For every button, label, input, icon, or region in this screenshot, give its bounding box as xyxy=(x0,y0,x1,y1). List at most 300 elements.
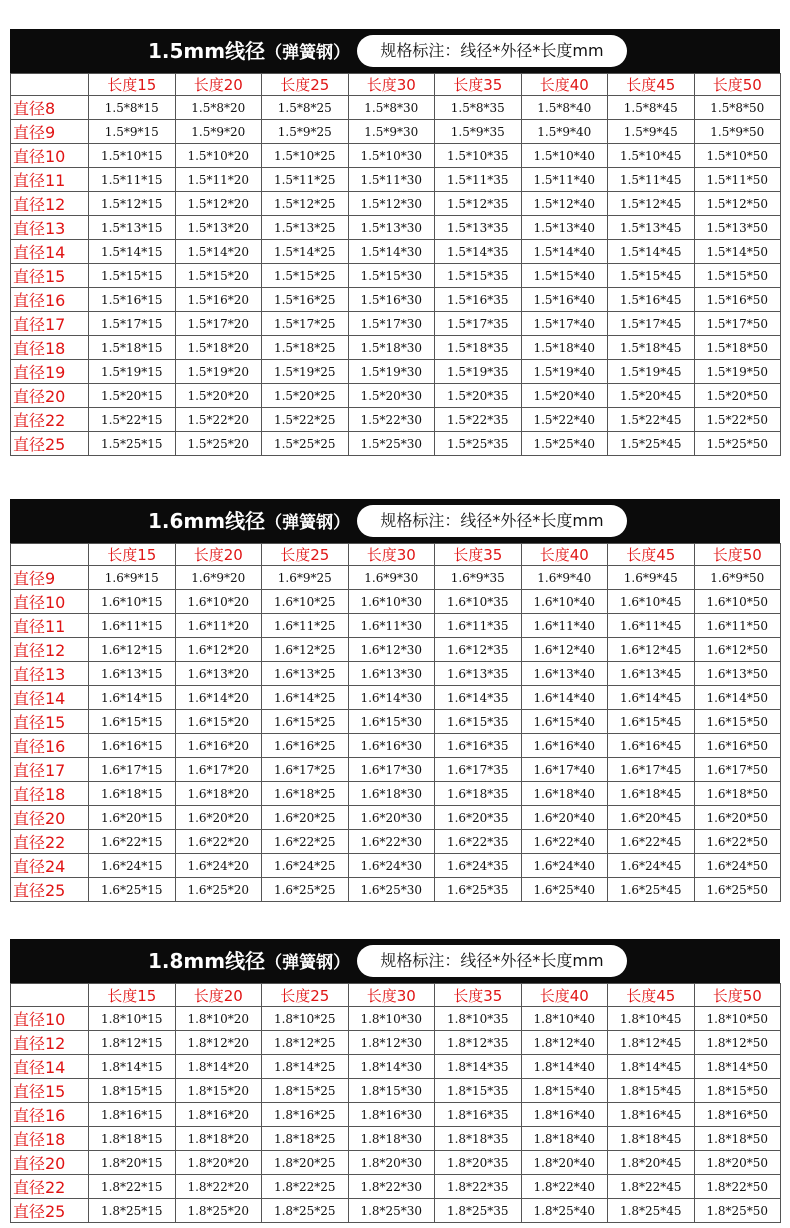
spec-cell: 1.6*15*45 xyxy=(608,710,695,734)
table-row xyxy=(11,614,781,638)
spec-cell: 1.6*11*15 xyxy=(89,614,176,638)
section-title xyxy=(148,29,350,73)
spec-cell: 1.8*15*20 xyxy=(175,1079,262,1103)
row-label: 直径12 xyxy=(11,638,89,662)
table-row xyxy=(11,662,781,686)
spec-cell: 1.8*18*40 xyxy=(521,1127,608,1151)
spec-cell: 1.6*17*45 xyxy=(608,758,695,782)
spec-cell: 1.8*14*35 xyxy=(435,1055,522,1079)
spec-cell: 1.5*18*15 xyxy=(89,336,176,360)
spec-cell: 1.5*14*15 xyxy=(89,240,176,264)
spec-cell: 1.5*13*20 xyxy=(175,216,262,240)
spec-cell: 1.5*16*40 xyxy=(521,288,608,312)
spec-cell: 1.6*13*45 xyxy=(608,662,695,686)
spec-cell: 1.6*22*15 xyxy=(89,830,176,854)
table-row xyxy=(11,336,781,360)
spec-cell: 1.8*10*30 xyxy=(348,1007,435,1031)
section-banner xyxy=(10,939,780,983)
spec-cell: 1.5*17*45 xyxy=(608,312,695,336)
spec-section-1-8mm xyxy=(10,939,780,1223)
spec-cell: 1.6*16*50 xyxy=(694,734,781,758)
spec-cell: 1.6*11*40 xyxy=(521,614,608,638)
spec-cell: 1.8*15*35 xyxy=(435,1079,522,1103)
table-row xyxy=(11,1151,781,1175)
row-label: 直径22 xyxy=(11,830,89,854)
table-row xyxy=(11,710,781,734)
spec-cell: 1.5*22*35 xyxy=(435,408,522,432)
spec-cell: 1.5*17*20 xyxy=(175,312,262,336)
material-label: （弹簧钢） xyxy=(265,513,351,533)
spec-cell: 1.6*9*15 xyxy=(89,566,176,590)
spec-cell: 1.5*12*25 xyxy=(262,192,349,216)
table-row xyxy=(11,144,781,168)
table-row xyxy=(11,384,781,408)
spec-cell: 1.6*18*30 xyxy=(348,782,435,806)
spec-cell: 1.6*17*35 xyxy=(435,758,522,782)
column-header: 长度35 xyxy=(435,544,522,566)
column-header: 长度30 xyxy=(348,74,435,96)
spec-cell: 1.8*15*30 xyxy=(348,1079,435,1103)
spec-cell: 1.6*22*20 xyxy=(175,830,262,854)
spec-cell: 1.5*19*35 xyxy=(435,360,522,384)
section-title xyxy=(148,499,350,543)
spec-cell: 1.8*18*20 xyxy=(175,1127,262,1151)
spec-cell: 1.5*13*30 xyxy=(348,216,435,240)
spec-cell: 1.8*15*45 xyxy=(608,1079,695,1103)
spec-cell: 1.6*24*45 xyxy=(608,854,695,878)
spec-cell: 1.5*8*25 xyxy=(262,96,349,120)
row-label: 直径14 xyxy=(11,686,89,710)
spec-cell: 1.5*11*20 xyxy=(175,168,262,192)
spec-cell: 1.5*9*50 xyxy=(694,120,781,144)
spec-cell: 1.6*13*50 xyxy=(694,662,781,686)
column-header: 长度50 xyxy=(694,544,781,566)
row-label: 直径16 xyxy=(11,1103,89,1127)
spec-cell: 1.5*17*40 xyxy=(521,312,608,336)
spec-cell: 1.8*12*30 xyxy=(348,1031,435,1055)
spec-cell: 1.5*8*40 xyxy=(521,96,608,120)
spec-cell: 1.6*14*40 xyxy=(521,686,608,710)
spec-cell: 1.6*13*15 xyxy=(89,662,176,686)
spec-cell: 1.6*9*20 xyxy=(175,566,262,590)
spec-cell: 1.5*14*45 xyxy=(608,240,695,264)
table-row xyxy=(11,1007,781,1031)
spec-cell: 1.6*24*30 xyxy=(348,854,435,878)
table-row xyxy=(11,806,781,830)
row-label: 直径8 xyxy=(11,96,89,120)
column-header: 长度35 xyxy=(435,74,522,96)
row-label: 直径19 xyxy=(11,360,89,384)
spec-note-pill: 规格标注：线径*外径*长度mm xyxy=(357,35,627,67)
spec-cell: 1.6*20*35 xyxy=(435,806,522,830)
spec-cell: 1.6*22*35 xyxy=(435,830,522,854)
spec-cell: 1.5*18*40 xyxy=(521,336,608,360)
spec-section-1-5mm xyxy=(10,29,780,456)
spec-cell: 1.6*20*30 xyxy=(348,806,435,830)
header-row xyxy=(11,74,781,96)
column-header: 长度45 xyxy=(608,984,695,1007)
spec-cell: 1.5*25*40 xyxy=(521,432,608,456)
spec-cell: 1.8*20*35 xyxy=(435,1151,522,1175)
spec-cell: 1.6*11*30 xyxy=(348,614,435,638)
column-header: 长度20 xyxy=(175,74,262,96)
spec-cell: 1.5*12*40 xyxy=(521,192,608,216)
spec-cell: 1.8*15*40 xyxy=(521,1079,608,1103)
spec-cell: 1.5*22*30 xyxy=(348,408,435,432)
row-label: 直径25 xyxy=(11,878,89,902)
spec-cell: 1.5*22*15 xyxy=(89,408,176,432)
table-row xyxy=(11,686,781,710)
spec-cell: 1.6*17*20 xyxy=(175,758,262,782)
spec-cell: 1.6*9*45 xyxy=(608,566,695,590)
row-label: 直径12 xyxy=(11,192,89,216)
spec-cell: 1.5*11*35 xyxy=(435,168,522,192)
spec-cell: 1.6*11*25 xyxy=(262,614,349,638)
spec-cell: 1.6*10*40 xyxy=(521,590,608,614)
spec-cell: 1.6*18*25 xyxy=(262,782,349,806)
spec-cell: 1.5*8*50 xyxy=(694,96,781,120)
table-row xyxy=(11,168,781,192)
spec-cell: 1.5*17*50 xyxy=(694,312,781,336)
spec-cell: 1.6*15*50 xyxy=(694,710,781,734)
spec-cell: 1.5*19*40 xyxy=(521,360,608,384)
row-label: 直径17 xyxy=(11,758,89,782)
spec-cell: 1.5*15*30 xyxy=(348,264,435,288)
spec-cell: 1.8*22*15 xyxy=(89,1175,176,1199)
column-header: 长度30 xyxy=(348,544,435,566)
spec-cell: 1.8*18*30 xyxy=(348,1127,435,1151)
spec-cell: 1.6*12*15 xyxy=(89,638,176,662)
spec-cell: 1.6*17*50 xyxy=(694,758,781,782)
spec-cell: 1.8*16*15 xyxy=(89,1103,176,1127)
table-row xyxy=(11,1103,781,1127)
column-header: 长度40 xyxy=(521,984,608,1007)
column-header: 长度45 xyxy=(608,544,695,566)
spec-cell: 1.6*9*30 xyxy=(348,566,435,590)
spec-cell: 1.6*25*15 xyxy=(89,878,176,902)
spec-cell: 1.8*20*50 xyxy=(694,1151,781,1175)
spec-cell: 1.5*8*15 xyxy=(89,96,176,120)
spec-cell: 1.5*10*15 xyxy=(89,144,176,168)
row-label: 直径15 xyxy=(11,710,89,734)
spec-cell: 1.6*18*45 xyxy=(608,782,695,806)
spec-cell: 1.8*22*35 xyxy=(435,1175,522,1199)
spec-cell: 1.6*24*50 xyxy=(694,854,781,878)
spec-cell: 1.5*18*25 xyxy=(262,336,349,360)
spec-cell: 1.6*15*20 xyxy=(175,710,262,734)
spec-cell: 1.5*13*50 xyxy=(694,216,781,240)
spec-cell: 1.5*8*20 xyxy=(175,96,262,120)
spec-cell: 1.6*15*30 xyxy=(348,710,435,734)
wire-diameter-title: 1.5mm线径 xyxy=(148,39,266,63)
spec-cell: 1.8*10*50 xyxy=(694,1007,781,1031)
spec-cell: 1.6*24*15 xyxy=(89,854,176,878)
spec-cell: 1.6*12*50 xyxy=(694,638,781,662)
spec-cell: 1.5*20*30 xyxy=(348,384,435,408)
spec-cell: 1.6*17*15 xyxy=(89,758,176,782)
spec-cell: 1.6*10*30 xyxy=(348,590,435,614)
spec-cell: 1.6*25*25 xyxy=(262,878,349,902)
column-header: 长度25 xyxy=(262,984,349,1007)
spec-note-pill: 规格标注：线径*外径*长度mm xyxy=(357,945,627,977)
spec-cell: 1.5*15*20 xyxy=(175,264,262,288)
spec-cell: 1.8*16*20 xyxy=(175,1103,262,1127)
spec-cell: 1.5*8*35 xyxy=(435,96,522,120)
spec-cell: 1.6*22*25 xyxy=(262,830,349,854)
spec-cell: 1.6*16*40 xyxy=(521,734,608,758)
spec-cell: 1.5*13*35 xyxy=(435,216,522,240)
row-label: 直径20 xyxy=(11,384,89,408)
spec-cell: 1.6*9*25 xyxy=(262,566,349,590)
table-row xyxy=(11,1079,781,1103)
spec-cell: 1.6*12*35 xyxy=(435,638,522,662)
row-label: 直径15 xyxy=(11,264,89,288)
spec-cell: 1.8*14*20 xyxy=(175,1055,262,1079)
spec-cell: 1.5*16*25 xyxy=(262,288,349,312)
spec-cell: 1.5*19*15 xyxy=(89,360,176,384)
spec-cell: 1.8*14*30 xyxy=(348,1055,435,1079)
spec-cell: 1.8*18*50 xyxy=(694,1127,781,1151)
spec-cell: 1.8*22*20 xyxy=(175,1175,262,1199)
table-row xyxy=(11,1175,781,1199)
spec-cell: 1.6*25*20 xyxy=(175,878,262,902)
spec-cell: 1.6*13*20 xyxy=(175,662,262,686)
spec-cell: 1.5*22*50 xyxy=(694,408,781,432)
spec-cell: 1.6*15*40 xyxy=(521,710,608,734)
spec-cell: 1.5*14*35 xyxy=(435,240,522,264)
spec-cell: 1.5*17*25 xyxy=(262,312,349,336)
row-label: 直径25 xyxy=(11,432,89,456)
spec-cell: 1.6*9*35 xyxy=(435,566,522,590)
spec-cell: 1.8*18*25 xyxy=(262,1127,349,1151)
table-row xyxy=(11,264,781,288)
spec-cell: 1.5*11*40 xyxy=(521,168,608,192)
column-header: 长度15 xyxy=(89,984,176,1007)
spec-cell: 1.6*24*35 xyxy=(435,854,522,878)
spec-cell: 1.5*13*25 xyxy=(262,216,349,240)
spec-cell: 1.5*18*20 xyxy=(175,336,262,360)
column-header: 长度40 xyxy=(521,544,608,566)
spec-cell: 1.6*22*30 xyxy=(348,830,435,854)
spec-cell: 1.5*11*25 xyxy=(262,168,349,192)
spec-cell: 1.5*22*25 xyxy=(262,408,349,432)
row-label: 直径18 xyxy=(11,1127,89,1151)
spec-cell: 1.5*19*25 xyxy=(262,360,349,384)
spec-cell: 1.5*17*35 xyxy=(435,312,522,336)
spec-cell: 1.8*12*40 xyxy=(521,1031,608,1055)
spec-cell: 1.5*20*50 xyxy=(694,384,781,408)
spec-cell: 1.5*16*15 xyxy=(89,288,176,312)
spec-cell: 1.6*9*40 xyxy=(521,566,608,590)
spec-cell: 1.6*14*30 xyxy=(348,686,435,710)
spec-cell: 1.6*20*15 xyxy=(89,806,176,830)
spec-cell: 1.5*13*40 xyxy=(521,216,608,240)
spec-cell: 1.5*20*15 xyxy=(89,384,176,408)
spec-cell: 1.6*24*40 xyxy=(521,854,608,878)
spec-cell: 1.6*20*45 xyxy=(608,806,695,830)
table-row xyxy=(11,1055,781,1079)
spec-cell: 1.8*25*35 xyxy=(435,1199,522,1223)
spec-cell: 1.6*24*25 xyxy=(262,854,349,878)
wire-diameter-title: 1.6mm线径 xyxy=(148,509,266,533)
row-label: 直径22 xyxy=(11,1175,89,1199)
table-row xyxy=(11,240,781,264)
spec-cell: 1.5*15*45 xyxy=(608,264,695,288)
spec-cell: 1.8*20*20 xyxy=(175,1151,262,1175)
table-row xyxy=(11,288,781,312)
spec-cell: 1.5*19*30 xyxy=(348,360,435,384)
spec-cell: 1.8*20*25 xyxy=(262,1151,349,1175)
table-row xyxy=(11,734,781,758)
spec-cell: 1.5*18*45 xyxy=(608,336,695,360)
spec-cell: 1.8*12*15 xyxy=(89,1031,176,1055)
spec-cell: 1.8*18*15 xyxy=(89,1127,176,1151)
table-row xyxy=(11,120,781,144)
spec-cell: 1.5*10*30 xyxy=(348,144,435,168)
spec-cell: 1.6*18*50 xyxy=(694,782,781,806)
table-row xyxy=(11,638,781,662)
row-label: 直径18 xyxy=(11,336,89,360)
spec-cell: 1.5*9*30 xyxy=(348,120,435,144)
row-label: 直径25 xyxy=(11,1199,89,1223)
spec-cell: 1.5*13*45 xyxy=(608,216,695,240)
spec-table xyxy=(10,983,781,1223)
spec-cell: 1.5*14*20 xyxy=(175,240,262,264)
corner-cell xyxy=(11,74,89,96)
spec-cell: 1.8*12*20 xyxy=(175,1031,262,1055)
spec-cell: 1.5*9*45 xyxy=(608,120,695,144)
spec-cell: 1.5*25*25 xyxy=(262,432,349,456)
spec-cell: 1.8*10*20 xyxy=(175,1007,262,1031)
table-row xyxy=(11,408,781,432)
spec-cell: 1.8*18*45 xyxy=(608,1127,695,1151)
row-label: 直径10 xyxy=(11,144,89,168)
row-label: 直径16 xyxy=(11,734,89,758)
spec-cell: 1.5*10*25 xyxy=(262,144,349,168)
spec-cell: 1.8*10*25 xyxy=(262,1007,349,1031)
spec-cell: 1.8*25*45 xyxy=(608,1199,695,1223)
spec-cell: 1.6*12*20 xyxy=(175,638,262,662)
spec-cell: 1.8*10*35 xyxy=(435,1007,522,1031)
spec-cell: 1.6*18*20 xyxy=(175,782,262,806)
spec-cell: 1.8*12*50 xyxy=(694,1031,781,1055)
row-label: 直径22 xyxy=(11,408,89,432)
spec-cell: 1.8*16*45 xyxy=(608,1103,695,1127)
wire-diameter-title: 1.8mm线径 xyxy=(148,949,266,973)
header-row xyxy=(11,544,781,566)
table-row xyxy=(11,192,781,216)
spec-cell: 1.6*10*15 xyxy=(89,590,176,614)
spec-cell: 1.5*20*20 xyxy=(175,384,262,408)
spec-cell: 1.5*15*40 xyxy=(521,264,608,288)
spec-cell: 1.5*25*50 xyxy=(694,432,781,456)
spec-table xyxy=(10,543,781,902)
column-header: 长度15 xyxy=(89,544,176,566)
spec-cell: 1.8*20*30 xyxy=(348,1151,435,1175)
row-label: 直径14 xyxy=(11,1055,89,1079)
spec-cell: 1.8*18*35 xyxy=(435,1127,522,1151)
spec-cell: 1.5*10*40 xyxy=(521,144,608,168)
spec-cell: 1.8*16*40 xyxy=(521,1103,608,1127)
spec-cell: 1.6*18*35 xyxy=(435,782,522,806)
row-label: 直径20 xyxy=(11,806,89,830)
spec-cell: 1.6*11*45 xyxy=(608,614,695,638)
spec-cell: 1.5*25*20 xyxy=(175,432,262,456)
spec-cell: 1.8*25*40 xyxy=(521,1199,608,1223)
spec-cell: 1.5*18*50 xyxy=(694,336,781,360)
row-label: 直径11 xyxy=(11,614,89,638)
spec-cell: 1.5*14*50 xyxy=(694,240,781,264)
spec-cell: 1.8*10*45 xyxy=(608,1007,695,1031)
spec-cell: 1.6*11*35 xyxy=(435,614,522,638)
spec-cell: 1.8*14*50 xyxy=(694,1055,781,1079)
spec-cell: 1.5*25*35 xyxy=(435,432,522,456)
spec-cell: 1.5*13*15 xyxy=(89,216,176,240)
spec-cell: 1.5*8*45 xyxy=(608,96,695,120)
spec-cell: 1.8*12*45 xyxy=(608,1031,695,1055)
row-label: 直径18 xyxy=(11,782,89,806)
spec-cell: 1.5*15*35 xyxy=(435,264,522,288)
spec-cell: 1.6*17*40 xyxy=(521,758,608,782)
column-header: 长度50 xyxy=(694,74,781,96)
spec-cell: 1.6*15*25 xyxy=(262,710,349,734)
spec-cell: 1.6*12*30 xyxy=(348,638,435,662)
row-label: 直径16 xyxy=(11,288,89,312)
spec-cell: 1.5*18*30 xyxy=(348,336,435,360)
spec-cell: 1.6*11*50 xyxy=(694,614,781,638)
row-label: 直径14 xyxy=(11,240,89,264)
spec-cell: 1.8*22*40 xyxy=(521,1175,608,1199)
spec-cell: 1.8*20*40 xyxy=(521,1151,608,1175)
spec-cell: 1.8*25*50 xyxy=(694,1199,781,1223)
spec-cell: 1.6*17*25 xyxy=(262,758,349,782)
corner-cell xyxy=(11,544,89,566)
column-header: 长度50 xyxy=(694,984,781,1007)
column-header: 长度40 xyxy=(521,74,608,96)
spec-cell: 1.8*25*15 xyxy=(89,1199,176,1223)
section-banner xyxy=(10,499,780,543)
spec-cell: 1.6*22*50 xyxy=(694,830,781,854)
row-label: 直径20 xyxy=(11,1151,89,1175)
spec-cell: 1.8*15*15 xyxy=(89,1079,176,1103)
spec-cell: 1.8*14*15 xyxy=(89,1055,176,1079)
spec-cell: 1.6*14*50 xyxy=(694,686,781,710)
spec-cell: 1.5*20*40 xyxy=(521,384,608,408)
row-label: 直径9 xyxy=(11,566,89,590)
header-row xyxy=(11,984,781,1007)
spec-cell: 1.5*22*40 xyxy=(521,408,608,432)
row-label: 直径9 xyxy=(11,120,89,144)
spec-cell: 1.5*16*30 xyxy=(348,288,435,312)
spec-cell: 1.8*25*20 xyxy=(175,1199,262,1223)
spec-cell: 1.5*20*25 xyxy=(262,384,349,408)
material-label: （弹簧钢） xyxy=(265,43,351,63)
spec-cell: 1.5*12*50 xyxy=(694,192,781,216)
spec-cell: 1.6*14*20 xyxy=(175,686,262,710)
spec-cell: 1.5*22*45 xyxy=(608,408,695,432)
spec-cell: 1.6*25*45 xyxy=(608,878,695,902)
spec-cell: 1.6*12*25 xyxy=(262,638,349,662)
corner-cell xyxy=(11,984,89,1007)
table-row xyxy=(11,1031,781,1055)
spec-cell: 1.5*11*50 xyxy=(694,168,781,192)
spec-cell: 1.6*11*20 xyxy=(175,614,262,638)
spec-cell: 1.6*14*45 xyxy=(608,686,695,710)
spec-cell: 1.8*12*35 xyxy=(435,1031,522,1055)
spec-cell: 1.5*12*30 xyxy=(348,192,435,216)
spec-cell: 1.5*14*25 xyxy=(262,240,349,264)
spec-cell: 1.5*12*35 xyxy=(435,192,522,216)
